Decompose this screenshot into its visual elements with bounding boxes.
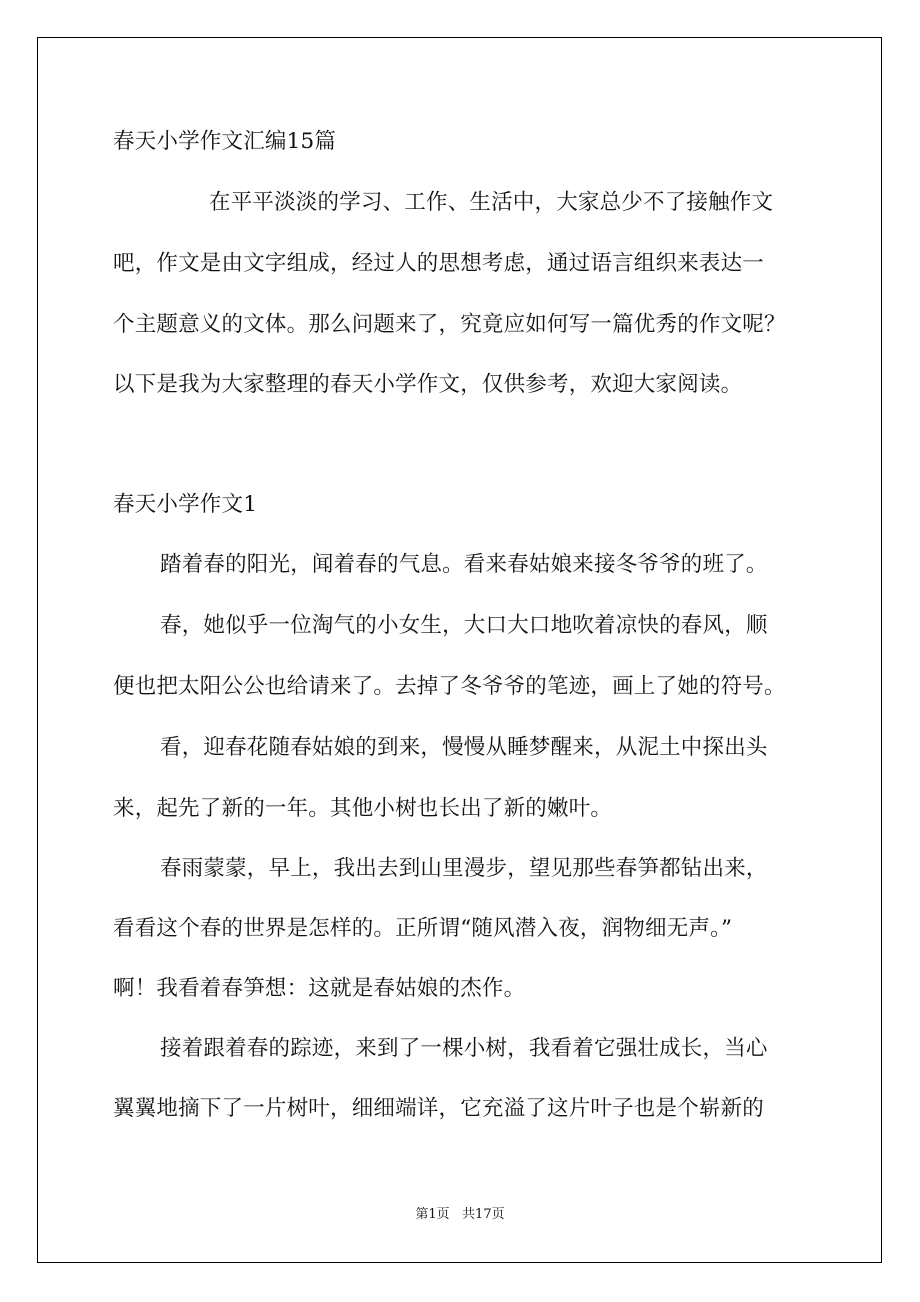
body-line-3: 便也把太阳公公也给请来了。去掉了冬爷爷的笔迹，画上了她的符号。 [113,674,786,699]
body-line-8: 啊！我看着春笋想：这就是春姑娘的杰作。 [113,976,526,1001]
body-line-1: 踏着春的阳光，闻着春的气息。看来春姑娘来接冬爷爷的班了。 [160,552,768,577]
body-line-2: 春，她似乎一位淘气的小女生，大口大口地吹着凉快的春风，顺 [160,613,768,638]
section-heading: 春天小学作文1 [113,492,258,517]
body-line-6: 春雨蒙蒙，早上，我出去到山里漫步，望见那些春笋都钻出来， [160,856,768,881]
intro-line-1: 在平平淡淡的学习、工作、生活中，大家总少不了接触作文 [209,190,774,215]
page-footer: 第1页 共17页 [415,1207,505,1222]
intro-line-3: 个主题意义的文体。那么问题来了，究竟应如何写一篇优秀的作文呢？ [113,312,786,337]
body-line-10: 翼翼地摘下了一片树叶，细细端详，它充溢了这片叶子也是个崭新的 [113,1096,765,1121]
body-line-4: 看，迎春花随春姑娘的到来，慢慢从睡梦醒来，从泥土中探出头 [160,735,768,760]
intro-line-4: 以下是我为大家整理的春天小学作文，仅供参考，欢迎大家阅读。 [113,372,743,397]
body-line-9: 接着跟着春的踪迹，来到了一棵小树，我看着它强壮成长，当心 [160,1036,768,1061]
body-line-7: 看看这个春的世界是怎样的。正所谓“随风潜入夜，润物细无声。” [113,916,733,941]
body-line-5: 来，起先了新的一年。其他小树也长出了新的嫩叶。 [113,796,613,821]
document-title: 春天小学作文汇编15篇 [113,129,337,154]
page-border [37,37,882,1263]
intro-line-2: 吧，作文是由文字组成，经过人的思想考虑，通过语言组织来表达一 [113,251,765,276]
